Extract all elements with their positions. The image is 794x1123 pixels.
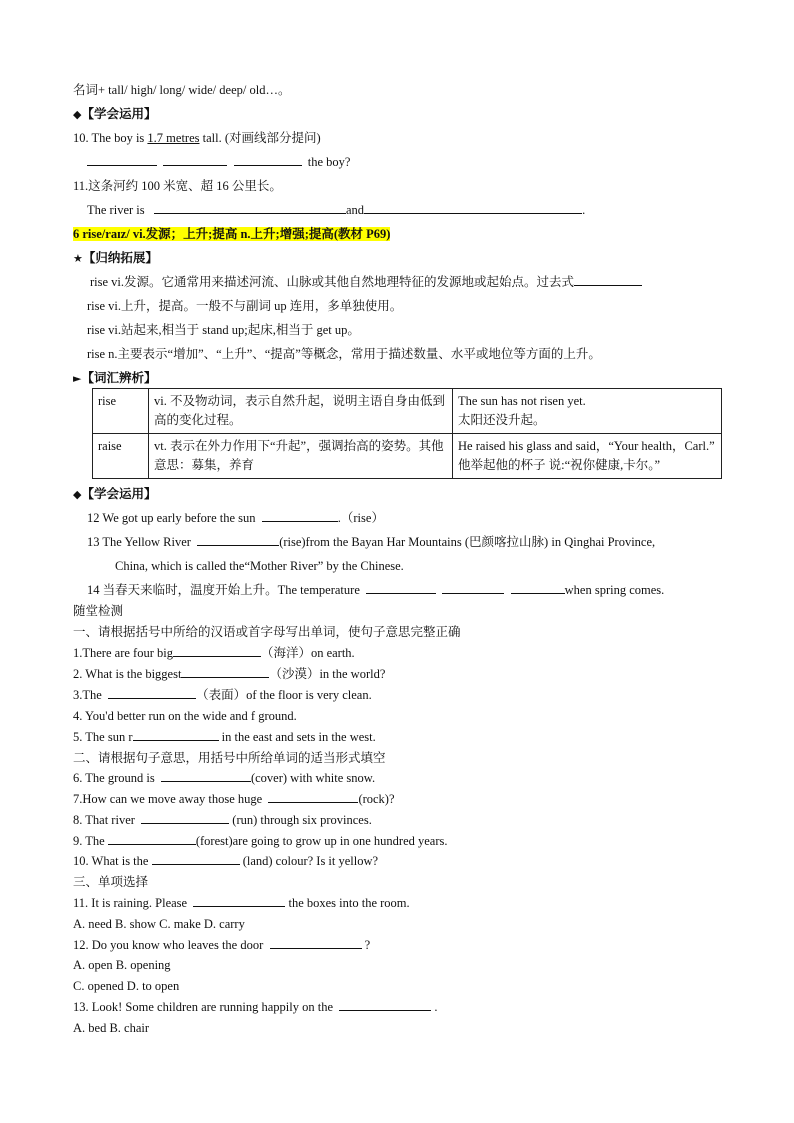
comparison-table — [92, 388, 722, 479]
question-11-answer-line: The river is and . — [87, 203, 586, 217]
section-apply-1-title: 【学会运用】 — [81, 107, 157, 121]
answer-blank[interactable] — [339, 999, 431, 1011]
part2-item-7: 7.How can we move away those huge (rock)? — [73, 792, 395, 806]
answer-blank[interactable] — [163, 154, 227, 166]
table-cell-word: raise — [93, 434, 149, 479]
section-apply-2: ◆【学会运用】 — [73, 487, 157, 501]
triangle-pointer-icon: ► — [73, 372, 82, 385]
answer-blank[interactable] — [234, 154, 302, 166]
question-11: 11.这条河约 100 米宽、超 16 公里长。 — [73, 179, 282, 193]
answer-blank[interactable] — [161, 770, 251, 782]
section-extend: ★【归纳拓展】 — [73, 251, 158, 265]
answer-blank[interactable] — [268, 791, 358, 803]
answer-blank[interactable] — [366, 582, 436, 594]
table-row — [93, 389, 722, 434]
part2-item-8: 8. That river (run) through six provinces. — [73, 813, 372, 827]
answer-blank[interactable] — [442, 582, 504, 594]
question-12: 12 We got up early before the sun .（rise） — [87, 511, 384, 525]
answer-blank[interactable] — [108, 687, 196, 699]
item6-heading: 6 rise/raɪz/ vi.发源；上升;提高 n.上升;增强;提高(教材 P69) — [73, 227, 391, 241]
extend-line-4: rise n.主要表示“增加”、“上升”、“提高”等概念，常用于描述数量、水平或地位等方面的上升。 — [87, 347, 601, 361]
part2-item-9: 9. The (forest)are going to grow up in one hundred years. — [73, 834, 448, 848]
table-cell-word: rise — [93, 389, 149, 434]
part3-q12: 12. Do you know who leaves the door ? — [73, 938, 371, 952]
part3-q12-options-1: A. open B. opening — [73, 958, 171, 972]
diamond-icon: ◆ — [73, 488, 82, 501]
question-13-line2: China, which is called the“Mother River” by the Chinese. — [115, 559, 404, 573]
section-vocab: ►【词汇辨析】 — [73, 371, 157, 385]
question-10: 10. The boy is 1.7 metres tall. (对画线部分提问) — [73, 131, 321, 145]
part3-q13: 13. Look! Some children are running happily on the . — [73, 1000, 438, 1014]
table-cell-desc: vi. 不及物动词，表示自然升起，说明主语自身由低到高的变化过程。 — [149, 389, 453, 434]
part3-q13-options: A. bed B. chair — [73, 1021, 150, 1035]
answer-blank[interactable] — [87, 154, 157, 166]
part3-q11-options: A. need B. show C. make D. carry — [73, 917, 245, 931]
question-10-answer-line: the boy? — [87, 154, 350, 170]
answer-blank[interactable] — [193, 895, 285, 907]
star-icon: ★ — [73, 252, 83, 265]
part3-q11: 11. It is raining. Please the boxes into the room. — [73, 896, 410, 910]
table-cell-desc: vt. 表示在外力作用下“升起”，强调抬高的姿势。其他意思：募集，养育 — [149, 434, 453, 479]
extend-line-1: rise vi.发源。它通常用来描述河流、山脉或其他自然地理特征的发源地或起始点。过去式 — [90, 274, 642, 290]
part2-title: 二、请根据句子意思，用括号中所给单词的适当形式填空 — [73, 751, 386, 765]
answer-blank[interactable] — [511, 582, 565, 594]
answer-blank[interactable] — [108, 833, 196, 845]
answer-blank[interactable] — [152, 853, 240, 865]
question-13: 13 The Yellow River (rise)from the Bayan Har Mountains (巴颜喀拉山脉) in Qinghai Province, — [87, 535, 656, 549]
answer-blank[interactable] — [262, 510, 338, 522]
answer-blank[interactable] — [270, 937, 362, 949]
answer-blank[interactable] — [141, 812, 229, 824]
extend-line-2: rise vi.上升，提高。一般不与副词 up 连用，多单独使用。 — [87, 299, 403, 313]
answer-blank[interactable] — [173, 645, 261, 657]
diamond-icon: ◆ — [73, 108, 82, 121]
part1-title: 一、请根据括号中所给的汉语或首字母写出单词，使句子意思完整正确 — [73, 625, 461, 639]
answer-blank[interactable] — [181, 666, 269, 678]
part1-item-4: 4. You'd better run on the wide and f ground. — [73, 709, 297, 723]
part1-item-5: 5. The sun r in the east and sets in the west. — [73, 730, 376, 744]
table-cell-example: He raised his glass and said，“Your health，Carl.” 他举起他的杯子 说:“祝你健康,卡尔。” — [453, 434, 722, 479]
answer-blank[interactable] — [574, 274, 642, 286]
answer-blank[interactable] — [133, 729, 219, 741]
table-cell-example: The sun has not risen yet. 太阳还没升起。 — [453, 389, 722, 434]
question-14: 14 当春天来临时，温度开始上升。The temperature when spring comes. — [87, 583, 665, 597]
part2-item-6: 6. The ground is (cover) with white snow. — [73, 771, 376, 785]
intro-line: 名词+ tall/ high/ long/ wide/ deep/ old…。 — [73, 83, 291, 97]
quiz-title: 随堂检测 — [73, 604, 124, 618]
answer-blank[interactable] — [154, 202, 346, 214]
answer-blank[interactable] — [364, 202, 582, 214]
table-row — [93, 434, 722, 479]
part1-item-1: 1.There are four big （海洋）on earth. — [73, 646, 355, 660]
underlined-phrase: 1.7 metres — [147, 131, 200, 145]
part3-title: 三、单项选择 — [73, 875, 149, 889]
part1-item-2: 2. What is the biggest （沙漠）in the world? — [73, 667, 386, 681]
part2-item-10: 10. What is the (land) colour? Is it yellow? — [73, 854, 379, 868]
part1-item-3: 3.The （表面）of the floor is very clean. — [73, 688, 372, 702]
part3-q12-options-2: C. opened D. to open — [73, 979, 180, 993]
section-apply-1 — [73, 106, 156, 123]
answer-blank[interactable] — [197, 534, 279, 546]
extend-line-3: rise vi.站起来,相当于 stand up;起床,相当于 get up。 — [87, 323, 360, 337]
